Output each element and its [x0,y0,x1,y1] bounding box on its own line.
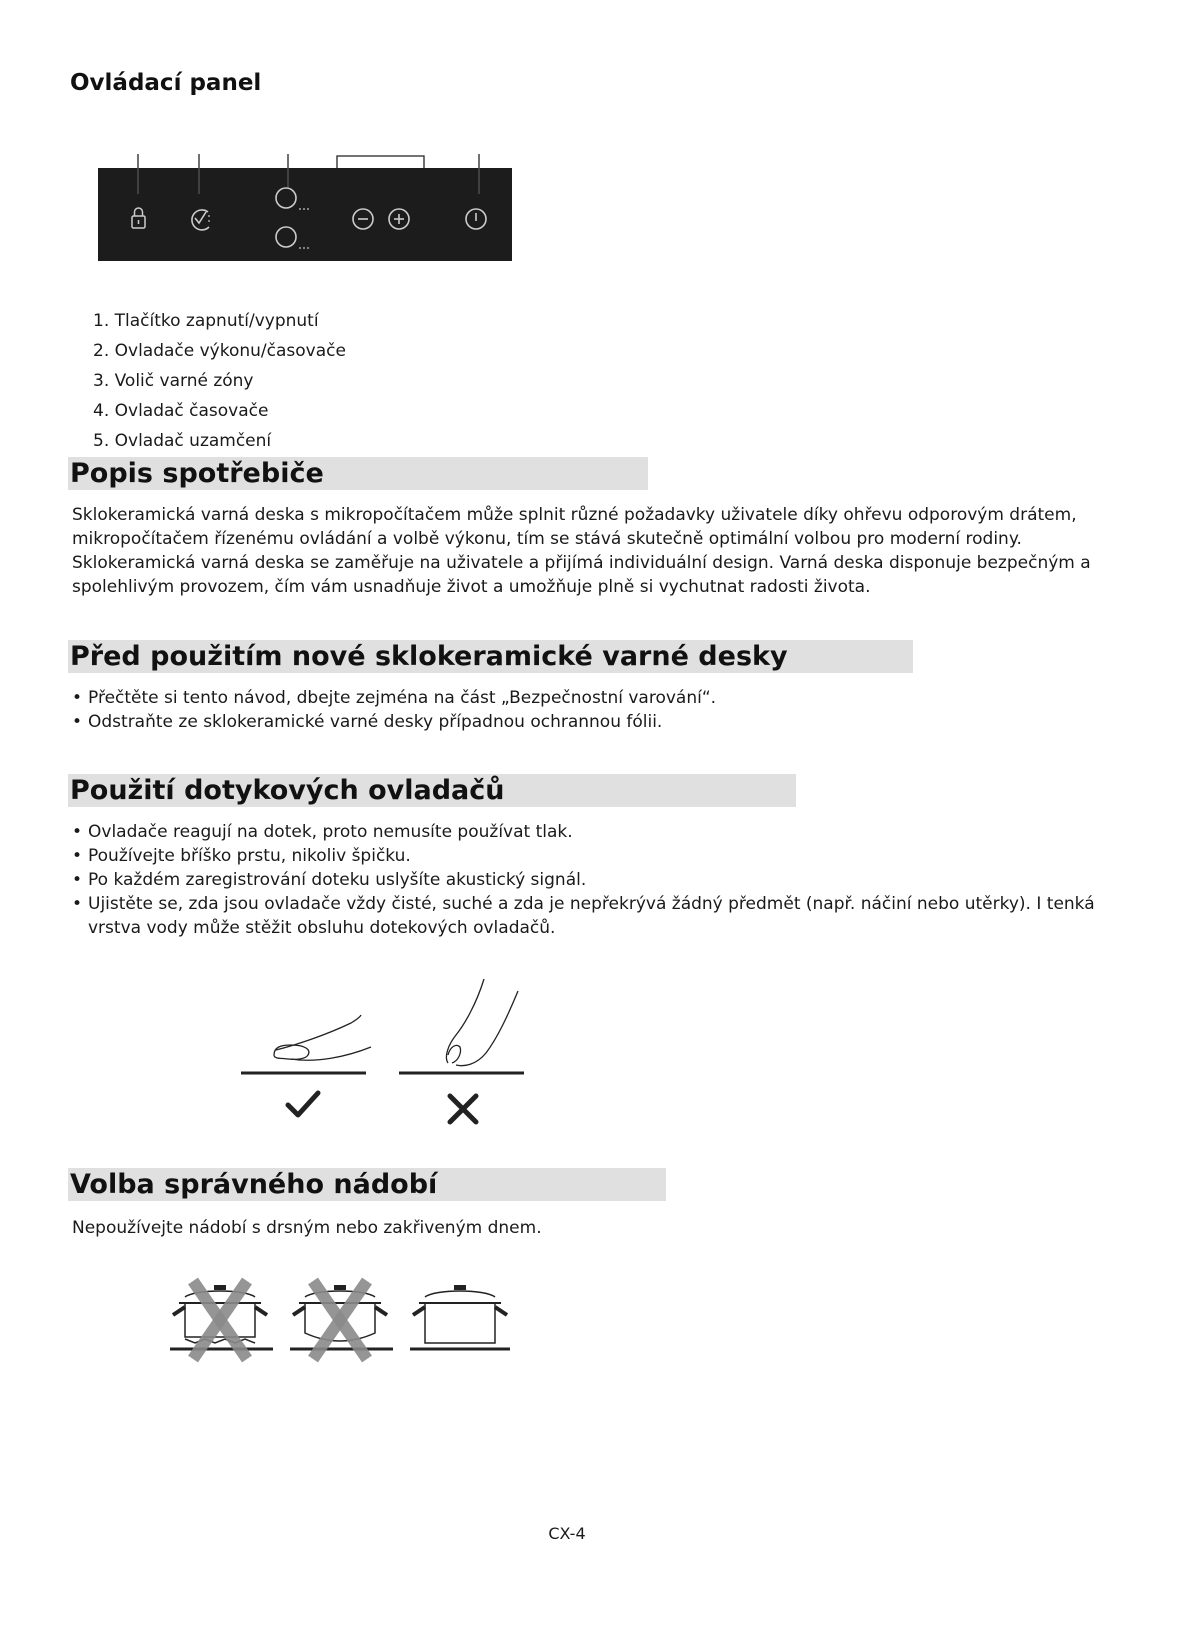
cross-icon [313,1281,367,1359]
description-line: mikropočítačem řízenému ovládání a volbě výkonu, tím se stává skutečně optimální volbou pro moderní rodiny. [72,529,1022,549]
section-heading-touch-controls [68,774,796,807]
legend-item: 1. Tlačítko zapnutí/vypnutí [93,311,319,331]
control-panel-title: Ovládací panel [70,70,262,96]
description-line: spolehlivým provozem, čím vám usnadňuje život a umožňuje plně si vychutnat radosti života. [72,577,871,597]
control-panel-diagram [96,150,516,265]
page-number: CX-4 [548,1524,586,1543]
control-panel-legend [93,306,346,456]
legend-item: 2. Ovladače výkonu/časovače [93,341,346,361]
section-heading-description [68,457,648,490]
legend-item: 4. Ovladač časovače [93,401,269,421]
cross-icon [193,1281,247,1359]
pot-flat-bottom-icon [410,1285,510,1349]
section-heading-before-use [68,640,913,673]
check-icon [288,1093,318,1115]
legend-item: 5. Ovladač uzamčení [93,431,272,451]
cookware-illustration [165,1275,515,1375]
cookware-text: Nepoužívejte nádobí s drsným nebo zakřiveným dnem. [72,1218,542,1238]
section-title: Volba správného nádobí [70,1169,438,1200]
finger-touch-illustration [236,975,536,1135]
section-title: Použití dotykových ovladačů [70,775,505,806]
description-line: Sklokeramická varná deska s mikropočítačem může splnit různé požadavky uživatele díky ohřevu odporovým drátem, [72,505,1077,525]
finger-tip-icon [399,979,524,1073]
description-line: Sklokeramická varná deska se zaměřuje na uživatele a přijímá individuální design. Varná deska disponuje bezpečným a [72,553,1091,573]
section-title: Popis spotřebiče [70,458,324,489]
section-heading-cookware [68,1168,666,1201]
section-title: Před použitím nové sklokeramické varné desky [70,641,788,672]
finger-pad-icon [241,1015,371,1073]
cross-icon [450,1096,476,1122]
legend-item: 3. Volič varné zóny [93,371,254,391]
